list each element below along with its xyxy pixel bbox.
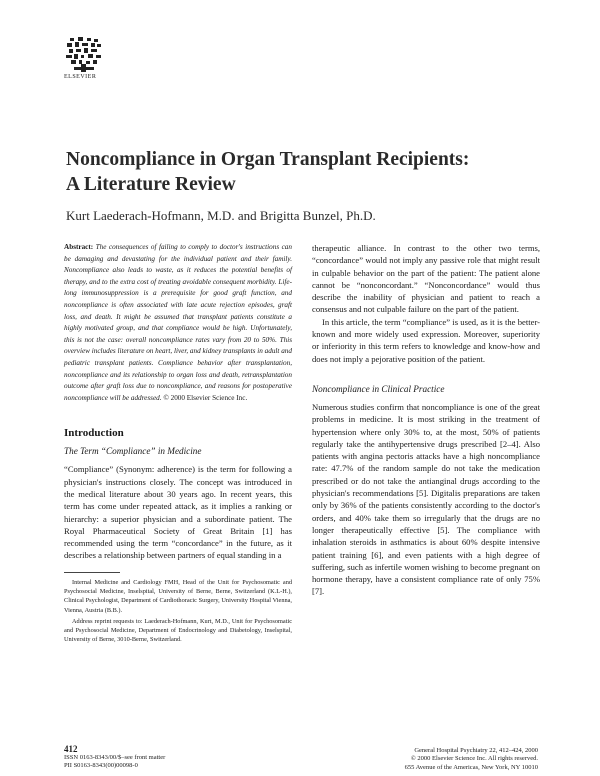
publisher-logo	[64, 36, 108, 80]
elsevier-tree-icon	[64, 36, 104, 72]
journal-citation: General Hospital Psychiatry 22, 412–424, 2000	[414, 747, 538, 754]
article-title	[66, 147, 536, 197]
title-line: Noncompliance in Organ Transplant Recipients:	[66, 149, 470, 170]
body-paragraph: Numerous studies confirm that noncompliance is one of the great problems in medicine. It is most striking in the treatment of hypertension where only 30% to, at the most, 50% of patients regularly take the antihypertensive drugs prescribed [2–4]. Also patients with angina pectoris attacks have a high noncompliance rate: 47.7% of the random sample do not take the medication prescribed or do not take the antianginal drugs according to the physician's recommendations [5]. Digitalis preparations are taken only by 36% of the patients consistently according to the doctor's orders, and 40% take them so irregularly that the drugs are no longer therapeutically effective [5]. The compliance with inhalation steroids in asthmatics is about 60% despite intensive patient training [6], and even patients with a high degree of suffering, such as infertile women wishing to become pregnant on hormone therapy, have a consistent compliance rate of only 75% [7].	[312, 401, 540, 597]
title-line: A Literature Review	[66, 174, 236, 195]
footer-right	[312, 747, 538, 772]
section-heading: Introduction	[64, 427, 124, 440]
abstract-copyright: © 2000 Elsevier Science Inc.	[163, 393, 248, 402]
authors: Kurt Laederach-Hofmann, M.D. and Brigitta Bunzel, Ph.D.	[66, 208, 376, 223]
footnote-rule	[64, 572, 120, 573]
abstract-text: The consequences of failing to comply to doctor's instructions can be damaging and devastating for the individual patient and their family. Noncompliance also leads to waste, as it reduces the potential benefits of therapy, and to the extra cost of treating avoidable consequent morbidity. Life-long immunosuppression is a prerequisite for good graft function, and noncompliance is often associated with late acute rejection episodes, graft loss, and death. It might be assumed that transplant patients constitute a highly motivated group, and that compliance would be high. Unfortunately, this is not the case: overall noncompliance rates vary from 20 to 50%. This overview includes literature on heart, liver, and kidney transplants in adult and pediatric transplant patients. Compliance behavior after transplantation, noncompliance and its relationship to organ loss and death, retransplantation outcome after graft loss due to noncompliance, and reasons for postoperative noncompliance will be addressed.	[64, 243, 292, 402]
intro-paragraph: “Compliance” (Synonym: adherence) is the term for following a physician's instructions closely. The concept was introduced in the medical literature about 30 years ago. In recent years, this term has come under repeated attack, as it implies a ranking or hierarchy: a superior physician and a subordinate patient. The Royal Pharmaceutical Society of Great Britain [1] has recommended using the term “concordance” in the future, as it describes a relationship between partners of equal standing in a	[64, 464, 292, 561]
body-paragraph: therapeutic alliance. In contrast to the other two terms, “concordance” would not imply any passive role that might result in culpable behavior on the part of the patient: The patient alone cannot be “nonconcordant.” “Nonconcordance” would thus describe the inability of physician and patient to reach a consensus and not culpable failure on the part of the patient.	[312, 243, 540, 315]
subsection-heading: Noncompliance in Clinical Practice	[312, 383, 445, 394]
footnote-affiliation: Internal Medicine and Cardiology FMH, Head of the Unit for Psychosomatic and Psychosocial Medicine, Inselspital, University of Berne, Berne, Switzerland (K.L-H.), Clinical Psychologist, Department of Cardiothoracic Surgery, University Hospital Vienna, Vienna, Austria (B.B.).	[64, 578, 292, 614]
pii: PII S0163-8343(00)00098-0	[64, 762, 138, 770]
right-column	[312, 242, 540, 598]
abstract	[64, 242, 292, 404]
publisher-address: 655 Avenue of the Americas, New York, NY 10010	[404, 763, 538, 771]
subsection-heading: The Term “Compliance” in Medicine	[64, 446, 202, 457]
abstract-label: Abstract:	[64, 243, 94, 251]
page-number: 412	[64, 744, 78, 754]
publisher-name: ELSEVIER	[64, 74, 97, 80]
body-paragraph: In this article, the term “compliance” is used, as it is the better-known and more widely used expression. Moreover, superiority or inferiority in this term refers to knowledge and know-how and does not imply a pejorative position of the patient.	[312, 316, 540, 364]
left-column	[64, 242, 292, 647]
footnote-address: Address reprint requests to: Laederach-Hofmann, Kurt, M.D., Unit for Psychosomatic and Psychosocial Medicine, Department of Endocrinology and Diabetology, Inselspital, University of Berne, 3010-Berne, Switzerland.	[64, 617, 292, 644]
footer-copyright: © 2000 Elsevier Science Inc. All rights reserved.	[410, 755, 538, 763]
issn: ISSN 0163-8343/00/$–see front matter	[64, 754, 166, 761]
footer-left	[64, 744, 294, 771]
